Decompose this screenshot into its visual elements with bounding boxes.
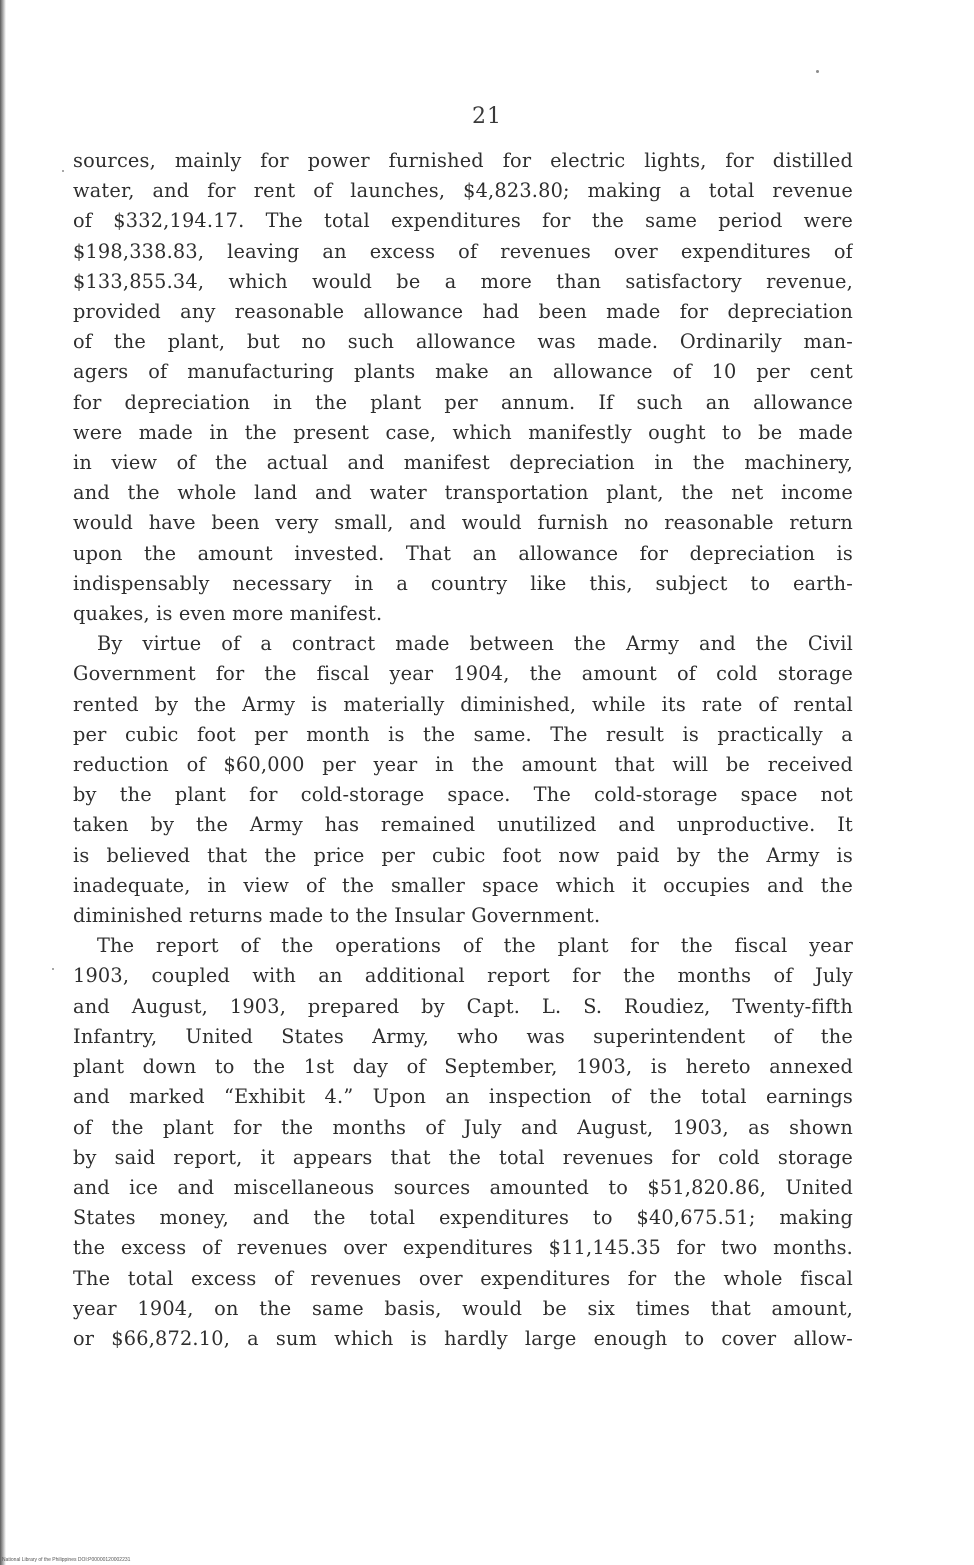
text-line: is believed that the price per cubic foot now paid by the Army is <box>73 843 853 867</box>
text-line: Government for the fiscal year 1904, the amount of cold storage <box>73 662 853 686</box>
text-line: of the plant for the months of July and August, 1903, as shown <box>73 1115 853 1139</box>
text-line: indispensably necessary in a country like this, subject to earth- <box>73 571 853 595</box>
text-line: water, and for rent of launches, $4,823.80; making a total revenue <box>73 179 853 203</box>
text-line: and the whole land and water transportation plant, the net income <box>73 481 853 505</box>
text-line: per cubic foot per month is the same. The result is practically a <box>73 722 853 746</box>
footer-credit: National Library of the Philippines DOI:P00000120002231 <box>2 1557 131 1563</box>
text-line: The report of the operations of the plant for the fiscal year <box>97 934 853 958</box>
text-line: Infantry, United States Army, who was superintendent of the <box>73 1024 853 1048</box>
body-text <box>73 146 853 1354</box>
paragraph-3 <box>73 931 853 1354</box>
text-line: and ice and miscellaneous sources amounted to $51,820.86, United <box>73 1175 853 1199</box>
text-line: quakes, is even more manifest. <box>73 602 383 626</box>
text-line: plant down to the 1st day of September, 1903, is hereto annexed <box>73 1055 853 1079</box>
text-line: upon the amount invested. That an allowance for depreciation is <box>73 541 853 565</box>
paragraph-2 <box>73 629 853 931</box>
page-binding-edge <box>0 0 6 1565</box>
text-line: were made in the present case, which manifestly ought to be made <box>73 420 853 444</box>
text-line: 1903, coupled with an additional report for the months of July <box>73 964 853 988</box>
text-line: taken by the Army has remained unutilized and unproductive. It <box>73 813 853 837</box>
text-line: and August, 1903, prepared by Capt. L. S. Roudiez, Twenty-fifth <box>73 994 853 1018</box>
text-line: by said report, it appears that the total revenues for cold storage <box>73 1145 853 1169</box>
scan-speck <box>52 968 54 970</box>
text-line: $133,855.34, which would be a more than satisfactory revenue, <box>73 269 853 293</box>
text-line: States money, and the total expenditures to $40,675.51; making <box>73 1206 853 1230</box>
text-line: of $332,194.17. The total expenditures for the same period were <box>73 209 853 233</box>
text-line: diminished returns made to the Insular Government. <box>73 904 601 928</box>
text-line: rented by the Army is materially diminished, while its rate of rental <box>73 692 853 716</box>
text-line: agers of manufacturing plants make an allowance of 10 per cent <box>73 360 853 384</box>
text-line: would have been very small, and would furnish no reasonable return <box>73 511 853 535</box>
text-line: sources, mainly for power furnished for electric lights, for distilled <box>73 149 853 172</box>
text-line: The total excess of revenues over expenditures for the whole fiscal <box>73 1266 853 1290</box>
text-line: or $66,872.10, a sum which is hardly large enough to cover allow- <box>73 1326 853 1350</box>
scan-speck <box>62 170 64 172</box>
text-line: inadequate, in view of the smaller space which it occupies and the <box>73 873 853 897</box>
text-line: of the plant, but no such allowance was made. Ordinarily man- <box>73 330 853 354</box>
text-line: year 1904, on the same basis, would be six times that amount, <box>73 1296 853 1320</box>
text-line: in view of the actual and manifest depreciation in the machinery, <box>73 451 853 475</box>
text-line: for depreciation in the plant per annum. If such an allowance <box>73 390 853 414</box>
text-line: By virtue of a contract made between the Army and the Civil <box>97 632 853 656</box>
text-line: provided any reasonable allowance had been made for depreciation <box>73 300 853 324</box>
text-line: reduction of $60,000 per year in the amount that will be received <box>73 753 853 777</box>
text-line: the excess of revenues over expenditures $11,145.35 for two months. <box>73 1236 853 1260</box>
scan-speck <box>816 70 819 73</box>
paragraph-1 <box>73 146 853 629</box>
page-number: 21 <box>472 104 502 129</box>
text-line: by the plant for cold-storage space. The cold-storage space not <box>73 783 853 807</box>
text-line: $198,338.83, leaving an excess of revenues over expenditures of <box>73 239 853 263</box>
text-line: and marked “Exhibit 4.” Upon an inspection of the total earnings <box>73 1085 853 1109</box>
